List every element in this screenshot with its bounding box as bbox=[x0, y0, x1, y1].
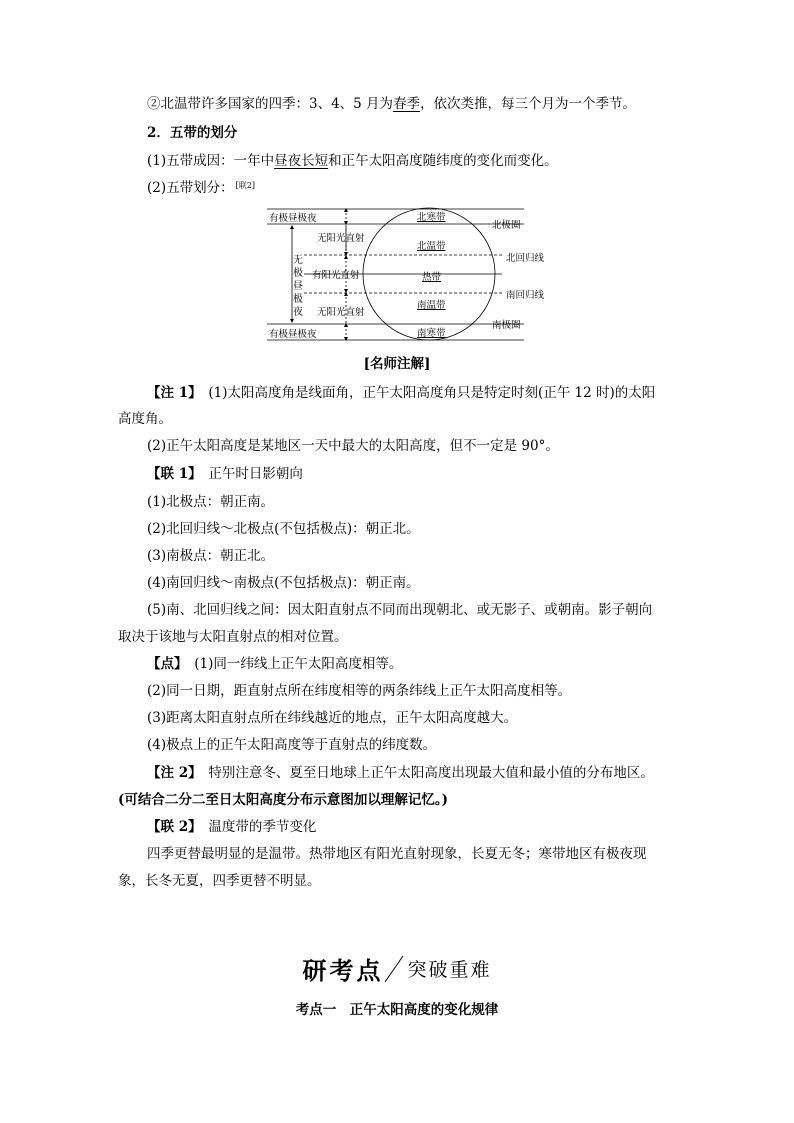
text-span: (1)同一纬线上正午太阳高度相等。 bbox=[194, 656, 403, 672]
label-no-direct-sun-north: 无阳光直射 bbox=[317, 233, 365, 244]
link-1-item-1: (1)北极点：朝正南。 bbox=[147, 494, 275, 510]
zone-north-temperate: 北温带 bbox=[417, 241, 446, 252]
note-1-line-3: (2)正午太阳高度是某地区一天中最大的太阳高度，但不一定是 90°。 bbox=[147, 438, 559, 454]
note-tag: 【注 1】 bbox=[147, 385, 195, 401]
label-no-direct-sun-south: 无阳光直射 bbox=[317, 307, 365, 318]
note-2-line-1 bbox=[147, 765, 654, 781]
note-tag: 【联 1】 bbox=[147, 466, 195, 482]
text-span: 特别注意冬、夏至日地球上正午太阳高度出现最大值和最小值的分布地区。 bbox=[208, 765, 654, 781]
text-span: 和正午太阳高度随纬度的变化而变化。 bbox=[328, 153, 558, 169]
slash-divider bbox=[383, 954, 405, 984]
text-span: (1)五带成因：一年中 bbox=[147, 153, 275, 169]
label-tropic-capricorn: 南回归线 bbox=[506, 290, 545, 301]
section-title: 考点一 正午太阳高度的变化规律 bbox=[295, 1002, 499, 1018]
link-1-item-4: (4)南回归线～南极点(不包括极点)：朝正南。 bbox=[147, 575, 420, 591]
zone-tropical: 热带 bbox=[422, 272, 442, 283]
note-2-line-2: (可结合二分二至日太阳高度分布示意图加以理解记忆。) bbox=[118, 792, 449, 808]
banner-right: 突破重难 bbox=[407, 959, 492, 981]
underlined-answer: 昼夜长短 bbox=[274, 153, 329, 169]
note-tag: 【注 2】 bbox=[147, 765, 195, 781]
label-tropic-cancer: 北回归线 bbox=[506, 253, 545, 264]
arrow-head bbox=[290, 319, 294, 323]
heading-five-zones: 2．五带的划分 bbox=[147, 125, 238, 141]
banner-left: 研考点 bbox=[302, 957, 384, 985]
link-1-item-2: (2)北回归线～北极点(不包括极点)：朝正北。 bbox=[147, 521, 420, 537]
text-line-3 bbox=[147, 153, 558, 169]
text-span: 温度带的季节变化 bbox=[208, 819, 317, 835]
section-banner bbox=[0, 951, 794, 986]
label-polar-day-south: 有极昼极夜 bbox=[269, 329, 317, 340]
arrow-head bbox=[344, 255, 348, 259]
label-arctic-circle: 北极圈 bbox=[492, 220, 521, 231]
five-zones-diagram bbox=[262, 201, 545, 347]
text-span: (1)太阳高度角是线面角，正午太阳高度角只是特定时刻(正午 12 时)的太阳 bbox=[208, 385, 656, 401]
link-1-item-3: (3)南极点：朝正北。 bbox=[147, 548, 275, 564]
point-item-2: (2)同一日期，距直射点所在纬度相等的两条纬线上正午太阳高度相等。 bbox=[147, 683, 572, 699]
point-item-3: (3)距离太阳直射点所在纬线越近的地点，正午太阳高度越大。 bbox=[147, 710, 518, 726]
zone-north-frigid: 北寒带 bbox=[417, 212, 446, 223]
text-span: ②北温带许多国家的四季：3、4、5 月为 bbox=[147, 96, 394, 112]
link-2-heading bbox=[147, 819, 316, 835]
link-2-line-2: 象，长冬无夏，四季更替不明显。 bbox=[118, 873, 321, 889]
text-line-4 bbox=[147, 180, 255, 196]
link-1-item-5-cont: 取决于该地与太阳直射点的相对位置。 bbox=[118, 629, 348, 645]
label-polar-day-north: 有极昼极夜 bbox=[269, 213, 317, 224]
note-1-line-1 bbox=[147, 385, 655, 401]
note-1-line-2: 高度角。 bbox=[118, 411, 172, 427]
underlined-answer: 春季 bbox=[393, 96, 421, 112]
point-item-4: (4)极点上的正午太阳高度等于直射点的纬度数。 bbox=[147, 737, 437, 753]
link-1-heading bbox=[147, 466, 303, 482]
note-tag: 【联 2】 bbox=[147, 819, 195, 835]
text-span: 正午时日影朝向 bbox=[208, 466, 303, 482]
text-line-1 bbox=[147, 96, 636, 112]
note-tag: 【点】 bbox=[147, 656, 181, 672]
point-heading bbox=[147, 656, 402, 672]
zone-south-frigid: 南寒带 bbox=[417, 328, 446, 339]
arrow-head bbox=[290, 225, 294, 229]
link-1-item-5: (5)南、北回归线之间：因太阳直射点不同而出现朝北、或无影子、或朝南。影子朝向 bbox=[147, 602, 653, 618]
zone-south-temperate: 南温带 bbox=[417, 300, 446, 311]
label-direct-sun: 有阳光直射 bbox=[312, 270, 360, 281]
label-no-polar-day: 无极昼极夜 bbox=[290, 254, 302, 319]
notes-caption: [名师注解] bbox=[363, 356, 431, 372]
label-antarctic-circle: 南极圈 bbox=[492, 320, 521, 331]
cross-reference-mark: [联2] bbox=[235, 181, 255, 190]
link-2-line-1: 四季更替最明显的是温带。热带地区有阳光直射现象，长夏无冬；寒带地区有极夜现 bbox=[147, 846, 647, 862]
text-span: (2)五带划分： bbox=[147, 180, 234, 196]
text-span: ，依次类推，每三个月为一个季节。 bbox=[420, 96, 637, 112]
